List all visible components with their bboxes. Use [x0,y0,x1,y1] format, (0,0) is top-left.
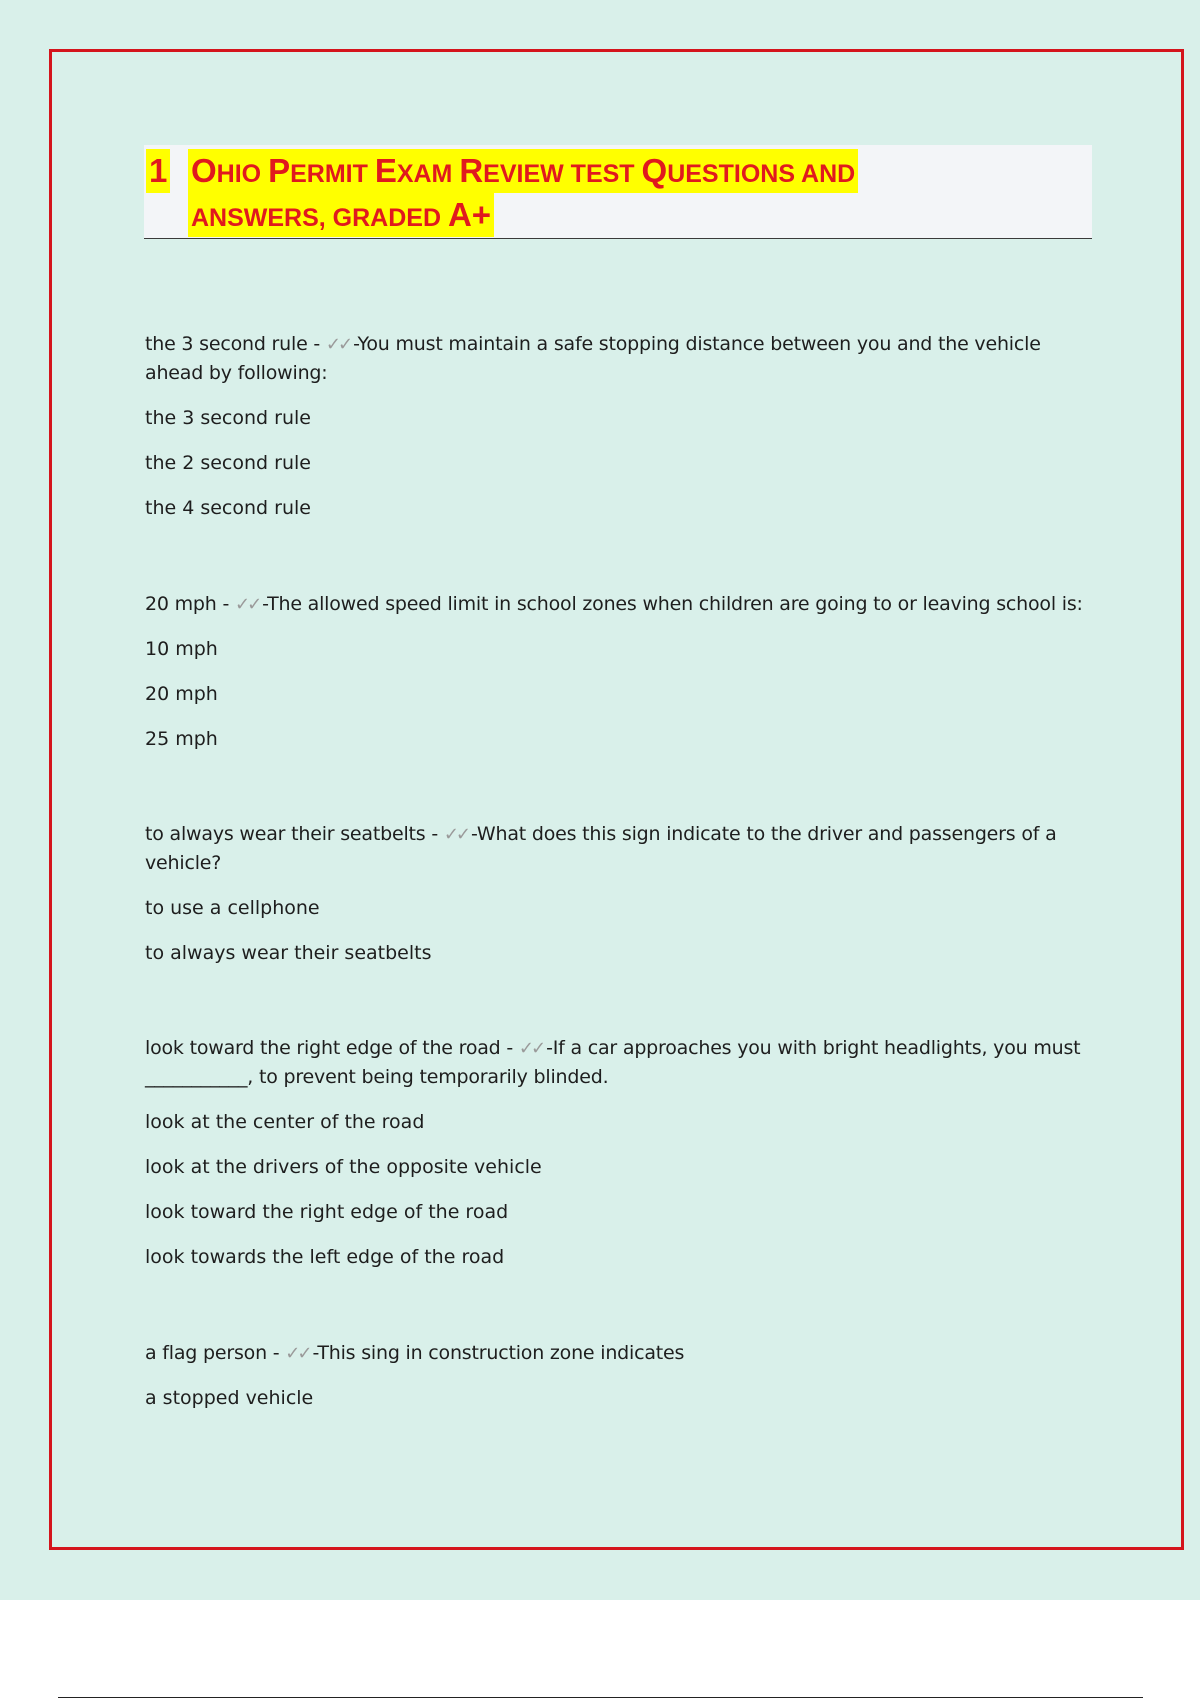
heading-word: OHIO [191,152,269,189]
answer-option: look toward the right edge of the road [145,1201,509,1223]
heading-word: ANSWERS, GRADED [191,204,448,232]
correct-answer: a flag person [145,1342,267,1364]
question-text: look toward the right edge of the road - ✓✓ -If a car approaches you with bright headlights, you must ___________, to prevent being temporarily blinded. [145,1037,1081,1088]
double-check-icon: ✓✓ [234,594,260,615]
question-text: a flag person - ✓✓ -This sing in construction zone indicates [145,1342,685,1364]
double-check-icon: ✓✓ [285,1343,310,1364]
question-item [145,590,1095,750]
correct-answer: to always wear their seatbelts [145,823,426,845]
question-prompt: -The allowed speed limit in school zones when children are going to or leaving school is: [262,593,1083,615]
heading-word: QUESTIONS AND [641,152,856,189]
question-prompt: -This sing in construction zone indicates [312,1342,685,1364]
answer-option: look at the drivers of the opposite vehicle [145,1156,542,1178]
question-prompt: -What does this sign indicate to the driver and passengers of a vehicle? [145,823,1057,874]
question-item [145,1034,1095,1268]
document-heading [144,145,1092,239]
answer-option: the 3 second rule [145,407,311,429]
answer-option: the 4 second rule [145,497,311,519]
answer-option: look towards the left edge of the road [145,1246,505,1268]
question-prompt: -If a car approaches you with bright headlights, you must ___________, to prevent being temporarily blinded. [145,1037,1081,1088]
correct-answer: the 3 second rule [145,333,308,355]
answer-option: look at the center of the road [145,1111,425,1133]
question-item [145,1339,1095,1409]
heading-word: EXAM [374,152,460,189]
correct-answer: 20 mph [145,593,217,615]
heading-line-2 [188,193,494,237]
heading-word: A+ [447,196,492,233]
answer-option: 20 mph [145,683,218,705]
question-text: 20 mph - ✓✓ -The allowed speed limit in school zones when children are going to or leaving school is: [145,593,1083,615]
heading-number: 1 [146,149,170,193]
double-check-icon: ✓✓ [443,824,469,845]
question-text: the 3 second rule - ✓✓ -You must maintain a safe stopping distance between you and the vehicle ahead by following: [145,333,1041,384]
answer-option: a stopped vehicle [145,1387,314,1409]
answer-option: to always wear their seatbelts [145,942,432,964]
page-border-frame [49,49,1184,1550]
answer-option: to use a cellphone [145,897,320,919]
double-check-icon: ✓✓ [518,1038,544,1059]
answer-option: 10 mph [145,638,218,660]
heading-line-1 [188,149,858,193]
question-item [145,820,1095,964]
question-item [145,330,1095,519]
question-prompt: -You must maintain a safe stopping distance between you and the vehicle ahead by following: [145,333,1041,384]
answer-option: the 2 second rule [145,452,311,474]
heading-word: PERMIT [268,152,375,189]
question-text: to always wear their seatbelts - ✓✓ -What does this sign indicate to the driver and passengers of a vehicle? [145,823,1057,874]
double-check-icon: ✓✓ [325,334,351,355]
footer-divider [58,1697,1143,1698]
answer-option: 25 mph [145,728,218,750]
correct-answer: look toward the right edge of the road [145,1037,501,1059]
heading-word: REVIEW TEST [459,152,642,189]
